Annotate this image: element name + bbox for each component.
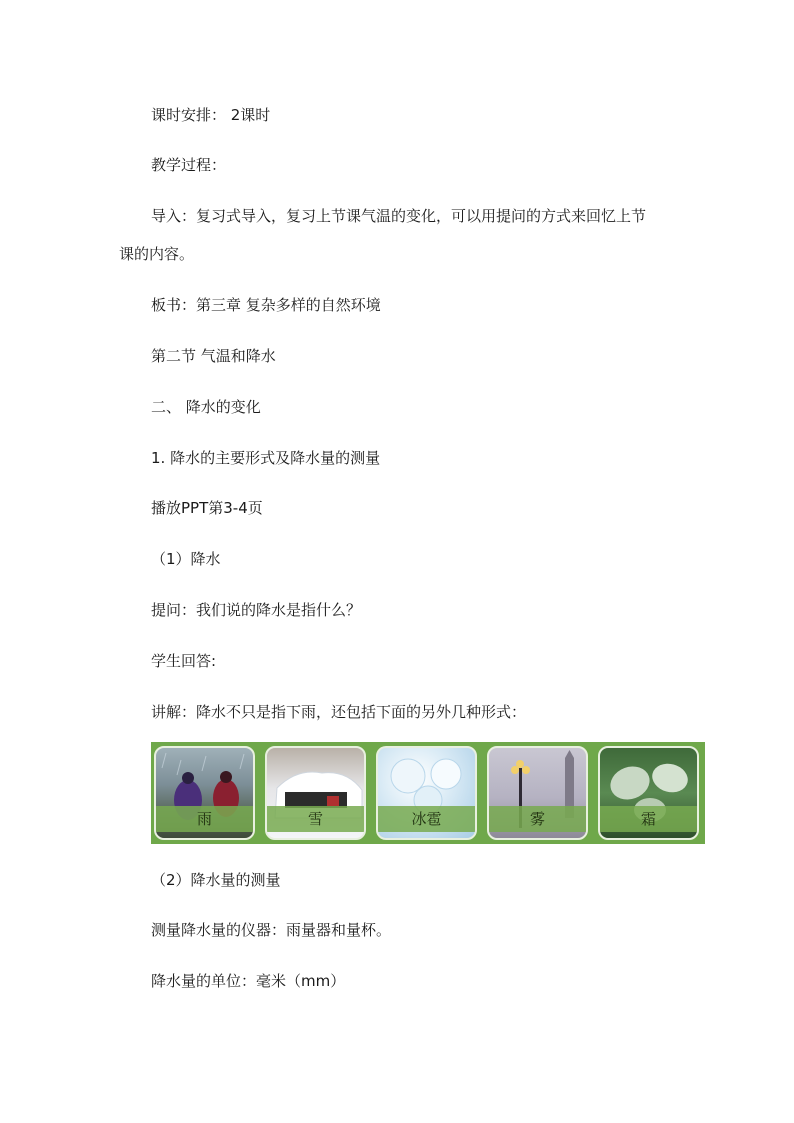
unit-line: 降水量的单位：毫米（mm） <box>151 972 346 990</box>
ppt-instruction: 播放PPT第3-4页 <box>151 499 263 517</box>
fog-photo <box>487 746 588 840</box>
hail-label: 冰雹 <box>378 806 475 832</box>
part-two-heading: 二、 降水的变化 <box>151 398 261 416</box>
intro-paragraph-line-2: 课的内容。 <box>119 245 195 263</box>
explanation-line: 讲解：降水不只是指下雨，还包括下面的另外几种形式： <box>151 703 527 721</box>
instrument-line: 测量降水量的仪器：雨量器和量杯。 <box>151 921 392 939</box>
teaching-process-heading: 教学过程： <box>151 156 227 174</box>
frost-label: 霜 <box>600 806 697 832</box>
item-one-heading: 1. 降水的主要形式及降水量的测量 <box>151 449 381 467</box>
precipitation-forms-strip <box>151 742 705 844</box>
intro-paragraph-line-1: 导入：复习式导入，复习上节课气温的变化，可以用提问的方式来回忆上节 <box>151 207 647 225</box>
rain-photo <box>154 746 255 840</box>
student-answer-line: 学生回答: <box>151 652 217 670</box>
frost-photo <box>598 746 699 840</box>
question-line: 提问：我们说的降水是指什么？ <box>151 601 362 619</box>
subheading-precipitation: （1）降水 <box>151 550 221 568</box>
board-writing: 板书：第三章 复杂多样的自然环境 <box>151 296 381 314</box>
section-title: 第二节 气温和降水 <box>151 347 276 365</box>
subheading-measurement: （2）降水量的测量 <box>151 871 281 889</box>
hail-photo <box>376 746 477 840</box>
rain-label: 雨 <box>156 806 253 832</box>
snow-label: 雪 <box>267 806 364 832</box>
lesson-schedule: 课时安排： 2课时 <box>151 106 271 124</box>
snow-photo <box>265 746 366 840</box>
fog-label: 雾 <box>489 806 586 832</box>
